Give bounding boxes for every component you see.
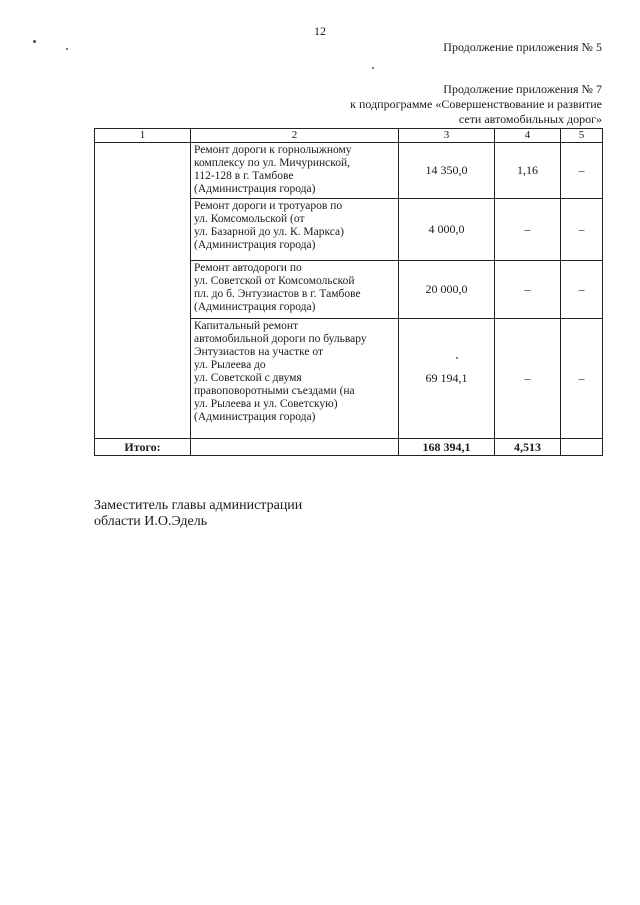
appendix-7-caption xyxy=(350,82,602,127)
row-name-cell xyxy=(191,199,399,261)
appendix-7-line-2: к подпрограмме «Совершенствование и развитие xyxy=(350,97,602,111)
table-header-row xyxy=(95,129,603,143)
row-name-line: Капитальный ремонт xyxy=(194,320,299,332)
row-name-line: (Администрация города) xyxy=(194,183,316,195)
row-amount: 69 194,1 xyxy=(399,319,495,439)
row-col4: 1,16 xyxy=(495,143,561,199)
row-col4: – xyxy=(495,261,561,319)
row-name-line: Ремонт автодороги по xyxy=(194,262,302,274)
scan-speck xyxy=(372,67,374,69)
row-col5: – xyxy=(561,143,603,199)
header-cell-2: 2 xyxy=(191,129,399,143)
appendix-5-caption: Продолжение приложения № 5 xyxy=(443,40,602,54)
appendix-7-line-3: сети автомобильных дорог» xyxy=(458,112,602,126)
header-cell-4: 4 xyxy=(495,129,561,143)
row-name-line: пл. до б. Энтузиастов в г. Тамбове xyxy=(194,288,361,300)
row-amount: 14 350,0 xyxy=(399,143,495,199)
page-number: 12 xyxy=(314,24,326,38)
row-name-line: ул. Базарной до ул. К. Маркса) xyxy=(194,226,344,238)
row-name-line: Ремонт дороги и тротуаров по xyxy=(194,200,343,212)
row-name-cell xyxy=(191,143,399,199)
row-name-cell xyxy=(191,319,399,439)
scan-speck xyxy=(33,40,36,43)
row-amount: 4 000,0 xyxy=(399,199,495,261)
row-name-line: Ремонт дороги к горнолыжному xyxy=(194,144,352,156)
total-amount: 168 394,1 xyxy=(399,439,495,456)
scan-speck xyxy=(456,357,458,359)
row-col5: – xyxy=(561,261,603,319)
row-name-line: ул. Рылеева до xyxy=(194,359,266,371)
signature-block xyxy=(94,498,302,530)
header-cell-1: 1 xyxy=(95,129,191,143)
row-name-line: ул. Советской от Комсомольской xyxy=(194,275,355,287)
total-col5-cell xyxy=(561,439,603,456)
row-col4: – xyxy=(495,319,561,439)
row-amount: 20 000,0 xyxy=(399,261,495,319)
row-col5: – xyxy=(561,199,603,261)
empty-group-cell xyxy=(95,143,191,439)
total-col4: 4,513 xyxy=(495,439,561,456)
row-col5: – xyxy=(561,319,603,439)
appendix-7-line-1: Продолжение приложения № 7 xyxy=(443,82,602,96)
row-name-line: (Администрация города) xyxy=(194,411,316,423)
table-row xyxy=(95,143,603,199)
total-row xyxy=(95,439,603,456)
row-name-line: (Администрация города) xyxy=(194,239,316,251)
row-name-line: правоповоротными съездами (на xyxy=(194,385,355,397)
total-label: Итого: xyxy=(95,439,191,456)
signature-line-1: Заместитель главы администрации xyxy=(94,498,303,513)
row-name-line: ул. Комсомольской (от xyxy=(194,213,305,225)
row-name-line: комплексу по ул. Мичуринской, xyxy=(194,157,351,169)
signature-line-2: области И.О.Эдель xyxy=(94,514,208,529)
row-name-line: ул. Советской с двумя xyxy=(194,372,302,384)
row-name-line: 112-128 в г. Тамбове xyxy=(194,170,294,182)
row-name-cell xyxy=(191,261,399,319)
row-name-line: ул. Рылеева и ул. Советскую) xyxy=(194,398,338,410)
scan-speck xyxy=(66,48,68,50)
roads-table xyxy=(94,128,603,456)
row-col4: – xyxy=(495,199,561,261)
header-cell-3: 3 xyxy=(399,129,495,143)
row-name-line: (Администрация города) xyxy=(194,301,316,313)
row-name-line: Энтузиастов на участке от xyxy=(194,346,324,358)
header-cell-5: 5 xyxy=(561,129,603,143)
total-empty-cell xyxy=(191,439,399,456)
row-name-line: автомобильной дороги по бульвару xyxy=(194,333,367,345)
